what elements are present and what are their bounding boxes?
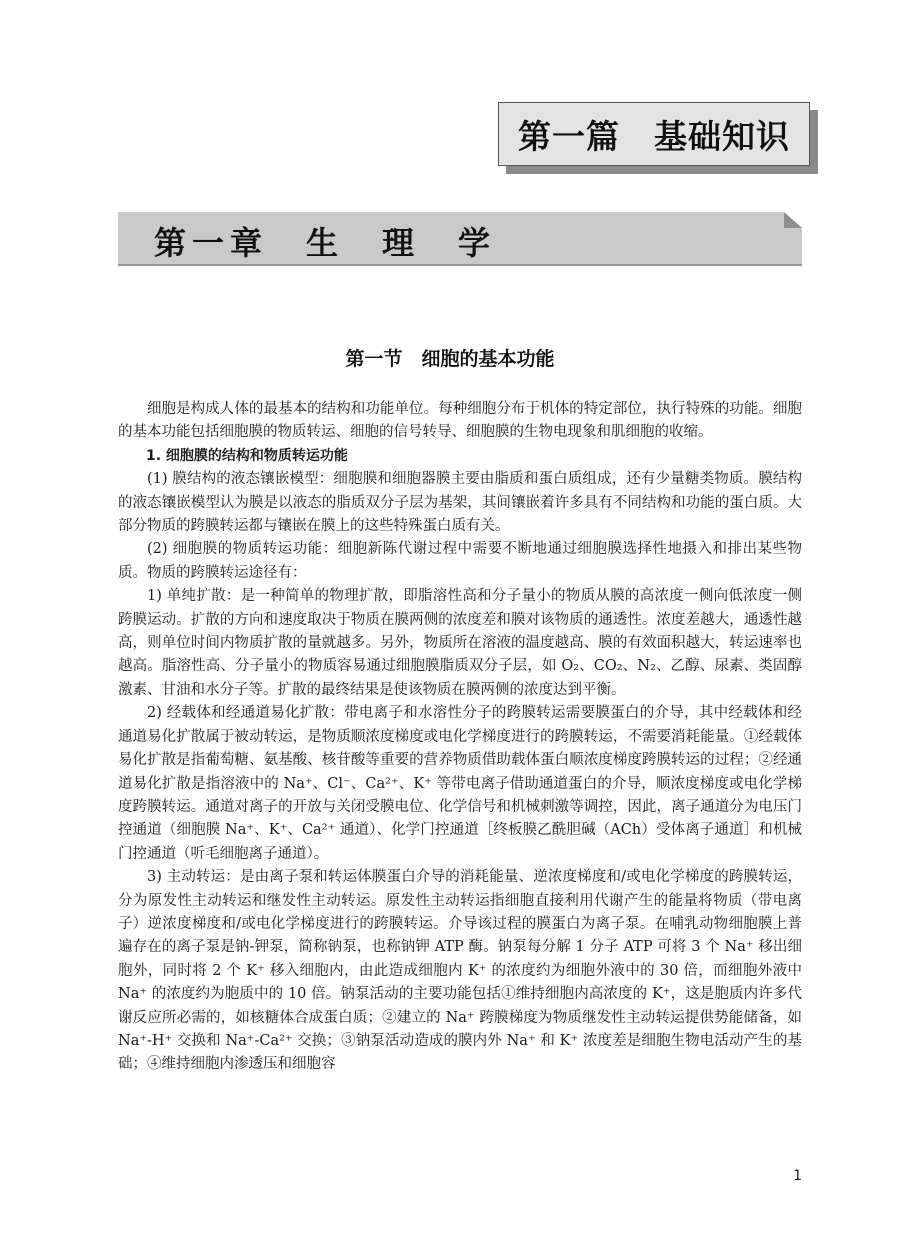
paragraph: (2) 细胞膜的物质转运功能：细胞新陈代谢过程中需要不断地通过细胞膜选择性地摄入和排出某些物质。物质的跨膜转运途径有： bbox=[118, 541, 802, 581]
part-title: 第一篇 基础知识 bbox=[518, 116, 790, 156]
paragraph: 2) 经载体和经通道易化扩散：带电离子和水溶性分子的跨膜转运需要膜蛋白的介导，其中经载体和经通道易化扩散属于被动转运，是物质顺浓度梯度或电化学梯度进行的跨膜转运，不需要消耗能量。①经载体易化扩散是指葡萄糖、氨基酸、核苷酸等重要的营养物质借助载体蛋白顺浓度梯度跨膜转运的过程；②经通道易化扩散是指溶液中的 Na⁺、Cl⁻、Ca²⁺、K⁺ 等带电离子借助通道蛋白的介导，顺浓度梯度或电化学梯度跨膜转运。通道对离子的开放与关闭受膜电位、化学信号和机械刺激等调控，因此，离子通道分为电压门控通道（细胞膜 Na⁺、K⁺、Ca²⁺ 通道）、化学门控通道［终板膜乙酰胆碱（ACh）受体离子通道］和机械门控通道（听毛细胞离子通道）。 bbox=[118, 705, 802, 862]
chapter-banner bbox=[118, 212, 802, 266]
chapter-title: 第一章 生 理 学 bbox=[154, 224, 497, 262]
page-number: 1 bbox=[793, 1168, 802, 1184]
section-heading: 1. 细胞膜的结构和物质转运功能 bbox=[146, 447, 348, 464]
body-text bbox=[118, 398, 802, 1077]
part-banner bbox=[498, 102, 810, 166]
section-title: 第一节 细胞的基本功能 bbox=[345, 348, 555, 370]
paragraph: (1) 膜结构的液态镶嵌模型：细胞膜和细胞器膜主要由脂质和蛋白质组成，还有少量糖类物质。膜结构的液态镶嵌模型认为膜是以液态的脂质双分子层为基架，其间镶嵌着许多具有不同结构和功能的蛋白质。大部分物质的跨膜转运都与镶嵌在膜上的这些特殊蛋白质有关。 bbox=[118, 471, 802, 535]
paragraph: 1) 单纯扩散：是一种简单的物理扩散，即脂溶性高和分子量小的物质从膜的高浓度一侧向低浓度一侧跨膜运动。扩散的方向和速度取决于物质在膜两侧的浓度差和膜对该物质的通透性。浓度差越大，通透性越高，则单位时间内物质扩散的量就越多。另外，物质所在溶液的温度越高、膜的有效面积越大，转运速率也越高。脂溶性高、分子量小的物质容易通过细胞膜脂质双分子层，如 O₂、CO₂、N₂、乙醇、尿素、类固醇激素、甘油和水分子等。扩散的最终结果是使该物质在膜两侧的浓度达到平衡。 bbox=[118, 588, 802, 698]
paragraph: 3) 主动转运：是由离子泵和转运体膜蛋白介导的消耗能量、逆浓度梯度和/或电化学梯度的跨膜转运，分为原发性主动转运和继发性主动转运。原发性主动转运指细胞直接利用代谢产生的能量将物质（带电离子）逆浓度梯度和/或电化学梯度进行的跨膜转运。介导该过程的膜蛋白为离子泵。在哺乳动物细胞膜上普遍存在的离子泵是钠-钾泵，简称钠泵，也称钠钾 ATP 酶。钠泵每分解 1 分子 ATP 可将 3 个 Na⁺ 移出细胞外，同时将 2 个 K⁺ 移入细胞内，由此造成细胞内 K⁺ 的浓度约为细胞外液中的 30 倍，而细胞外液中 Na⁺ 的浓度约为胞质中的 10 倍。钠泵活动的主要功能包括①维持细胞内高浓度的 K⁺，这是胞质内许多代谢反应所必需的，如核糖体合成蛋白质；②建立的 Na⁺ 跨膜梯度为物质继发性主动转运提供势能储备，如 Na⁺-H⁺ 交换和 Na⁺-Ca²⁺ 交换；③钠泵活动造成的膜内外 Na⁺ 和 K⁺ 浓度差是细胞生物电活动产生的基础；④维持细胞内渗透压和细胞容 bbox=[118, 869, 802, 1073]
paragraph: 细胞是构成人体的最基本的结构和功能单位。每种细胞分布于机体的特定部位，执行特殊的功能。细胞的基本功能包括细胞膜的物质转运、细胞的信号转导、细胞膜的生物电现象和肌细胞的收缩。 bbox=[118, 401, 802, 441]
